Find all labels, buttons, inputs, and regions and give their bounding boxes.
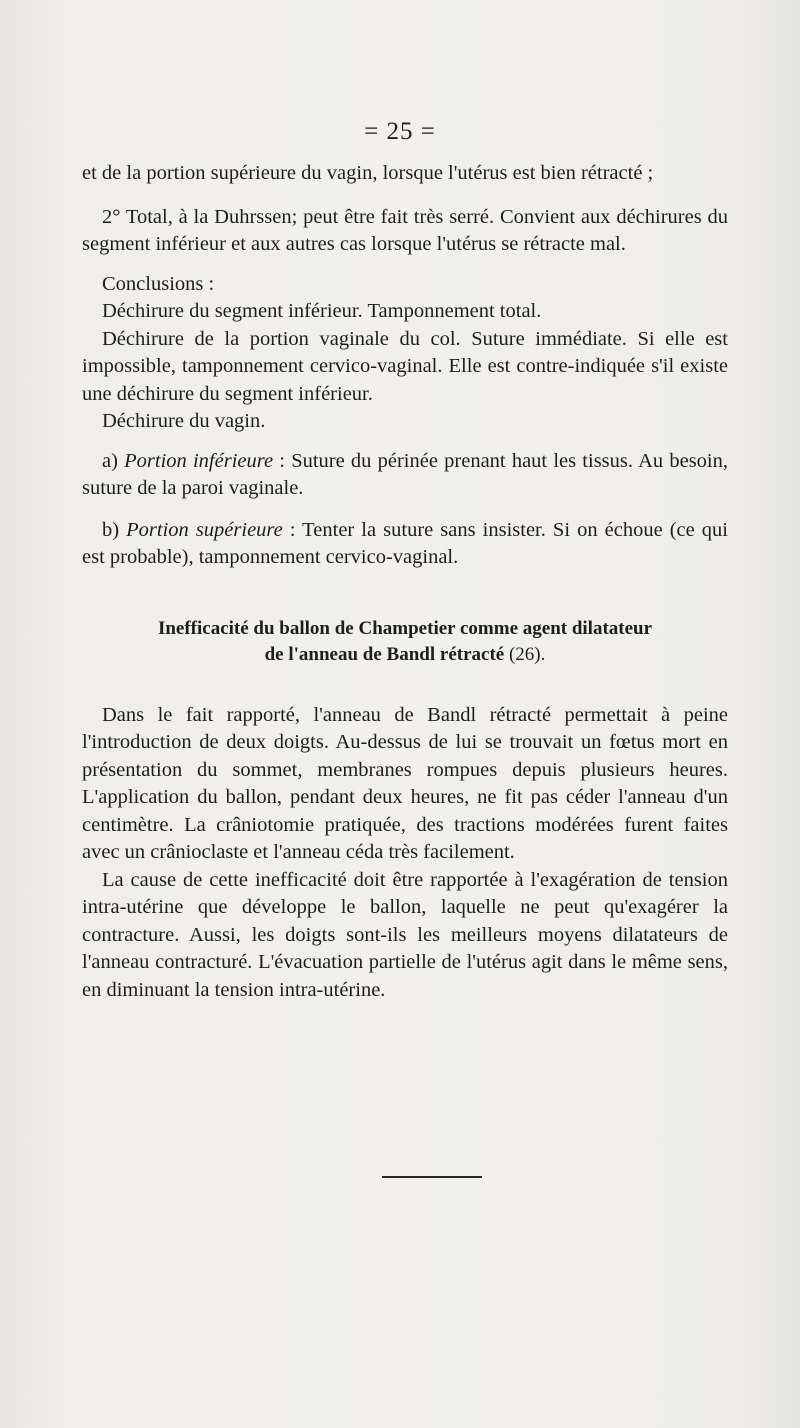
heading-reference: (26).: [508, 643, 546, 665]
item-prefix: a): [102, 449, 125, 472]
paragraph-portion-vaginale: Déchirure de la portion vaginale du col. Suture immédiate. Si elle est impossible, tamponnement cervico-vaginal. Elle est contre-indiquée s'il existe une déchirure du segment inférieur.: [82, 327, 728, 405]
paragraph-fait-rapporte: Dans le fait rapporté, l'anneau de Bandl rétracté permettait à peine l'introduction de deux doigts. Au-dessus de lui se trouvait un fœtus mort en présentation du sommet, membranes rompues depuis plusieurs heures. L'application du ballon, pendant deux heures, ne fit pas céder l'anneau d'un centimètre. La crâniotomie pratiquée, des tractions modérées furent faites avec un crânioclaste et l'anneau céda très facilement.: [82, 703, 728, 863]
paragraph-conclusions-label: Conclusions :: [102, 272, 215, 295]
item-text: : Suture du périnée prenant haut les tissus. Au besoin, suture de la paroi vaginale.: [82, 449, 728, 499]
paragraph-portion-superieure: [82, 517, 728, 572]
item-prefix: b): [102, 518, 127, 541]
section-heading: [82, 616, 728, 668]
paragraph-continuation: et de la portion supérieure du vagin, lorsque l'utérus est bien rétracté ;: [82, 162, 654, 184]
heading-line-2: de l'anneau de Bandl rétracté: [264, 643, 505, 665]
paragraph-cause-inefficacite: La cause de cette inefficacité doit être rapportée à l'exagération de tension intra-utérine que développe le ballon, laquelle ne peut qu'exagérer la contracture. Aussi, les doigts sont-ils les meilleurs moyens dilatateurs de l'anneau contracturé. L'évacuation partielle de l'utérus agit dans le même sens, en diminuant la tension intra-utérine.: [82, 868, 728, 1001]
item-text: : Tenter la suture sans insister. Si on échoue (ce qui est probable), tamponnement cervico-vaginal.: [82, 518, 728, 568]
body-text: [82, 160, 728, 1004]
heading-line-1: Inefficacité du ballon de Champetier comme agent dilatateur: [157, 617, 653, 639]
paragraph-segment-inferieur: Déchirure du segment inférieur. Tamponnement total.: [102, 300, 542, 322]
paragraph-dechirure-vagin: Déchirure du vagin.: [102, 410, 266, 432]
page-number: = 25 =: [364, 118, 436, 145]
paragraph-portion-inferieure: [82, 448, 728, 503]
item-emphasis: Portion inférieure: [124, 449, 274, 472]
item-emphasis: Portion supérieure: [126, 518, 283, 541]
paragraph-total-tamponnement: 2° Total, à la Duhrssen; peut être fait très serré. Convient aux déchirures du segment inférieur et aux autres cas lorsque l'utérus se rétracte mal.: [82, 205, 728, 255]
end-rule: [382, 1176, 482, 1178]
